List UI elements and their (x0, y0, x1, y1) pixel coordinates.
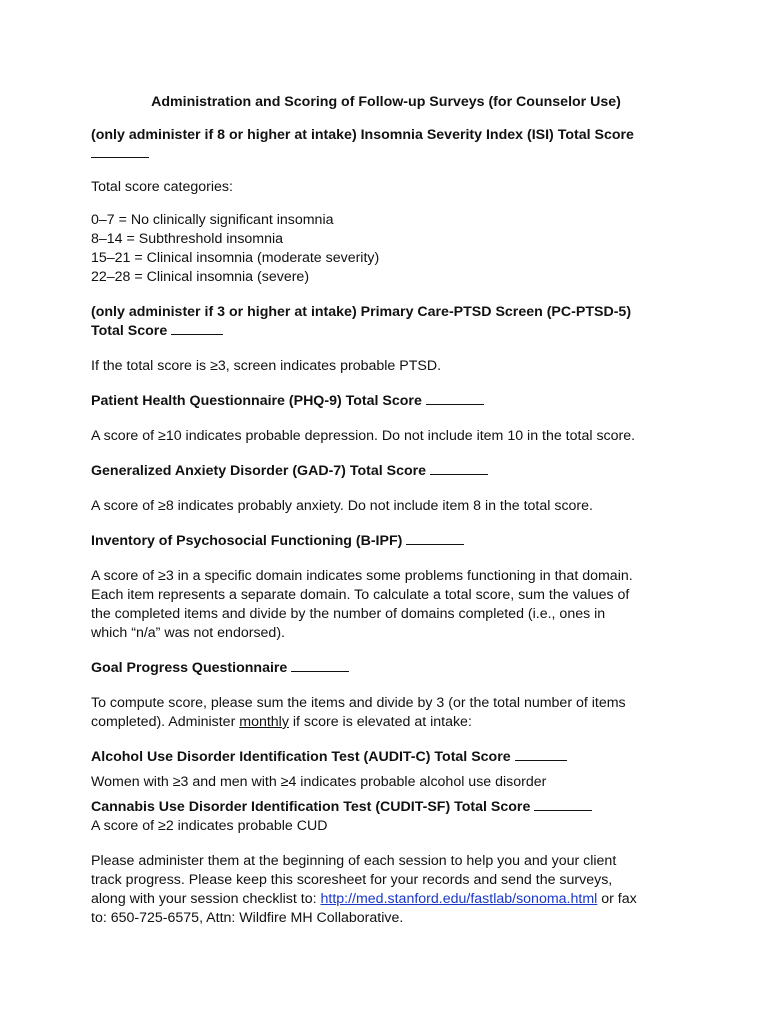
pcptsd-note: If the total score is ≥3, screen indicates probable PTSD. (91, 358, 442, 374)
bipf-note (91, 567, 681, 643)
gpq-score-blank[interactable] (291, 659, 349, 672)
gpq-note-line2 (91, 713, 681, 732)
isi-categories-label: Total score categories: (91, 179, 233, 195)
phq9-heading-text: Patient Health Questionnaire (PHQ-9) Total Score (91, 393, 422, 409)
isi-category-item: 22–28 = Clinical insomnia (severe) (91, 269, 310, 285)
isi-category-item: 15–21 = Clinical insomnia (moderate severity) (91, 250, 380, 266)
bipf-heading (91, 532, 681, 551)
auditc-score-blank[interactable] (515, 748, 567, 761)
document-body (91, 93, 681, 928)
gpq-heading (91, 659, 681, 678)
isi-score-blank[interactable] (91, 145, 149, 158)
gad7-heading-text: Generalized Anxiety Disorder (GAD-7) Total Score (91, 463, 427, 479)
cuditsf-note: A score of ≥2 indicates probable CUD (91, 818, 328, 834)
gpq-note-line2-post: if score is elevated at intake: (288, 714, 472, 730)
auditc-heading-text: Alcohol Use Disorder Identification Test (AUDIT-C) Total Score (91, 749, 511, 765)
gad7-note: A score of ≥8 indicates probably anxiety. Do not include item 8 in the total score. (91, 498, 593, 514)
bipf-note-line: Each item represents a separate domain. To calculate a total score, sum the values of (91, 587, 630, 603)
gad7-heading (91, 462, 681, 481)
pcptsd-score-blank[interactable] (171, 322, 223, 335)
closing-line4: to: 650-725-6575, Attn: Wildfire MH Collaborative. (91, 910, 404, 926)
isi-heading (91, 126, 681, 145)
cuditsf-heading-text: Cannabis Use Disorder Identification Test (CUDIT-SF) Total Score (91, 799, 531, 815)
cuditsf-heading (91, 798, 681, 817)
pcptsd-heading-line1: (only administer if 3 or higher at intake) Primary Care-PTSD Screen (PC-PTSD-5) (91, 304, 632, 320)
isi-category-item: 8–14 = Subthreshold insomnia (91, 231, 284, 247)
gpq-note-line2-pre: completed). Administer (91, 714, 240, 730)
closing-line1: Please administer them at the beginning of each session to help you and your client (91, 853, 617, 869)
bipf-note-line: A score of ≥3 in a specific domain indicates some problems functioning in that domain. (91, 568, 633, 584)
gpq-note (91, 694, 681, 732)
auditc-note: Women with ≥3 and men with ≥4 indicates probable alcohol use disorder (91, 774, 547, 790)
cuditsf-score-blank[interactable] (534, 798, 592, 811)
isi-heading-text: (only administer if 8 or higher at intake) Insomnia Severity Index (ISI) Total Score (91, 127, 634, 143)
closing-line2: track progress. Please keep this scoresheet for your records and send the surveys, (91, 872, 613, 888)
bipf-note-line: which “n/a” was not endorsed). (91, 625, 285, 641)
phq9-note: A score of ≥10 indicates probable depression. Do not include item 10 in the total score. (91, 428, 636, 444)
pcptsd-heading (91, 303, 681, 341)
auditc-heading (91, 748, 681, 767)
closing-line3-post: or fax (597, 891, 637, 907)
isi-score-blank-line (91, 145, 681, 164)
phq9-heading (91, 392, 681, 411)
pcptsd-heading-line2: Total Score (91, 323, 168, 339)
bipf-heading-text: Inventory of Psychosocial Functioning (B-IPF) (91, 533, 403, 549)
gpq-note-line1: To compute score, please sum the items and divide by 3 (or the total number of items (91, 695, 626, 711)
bipf-score-blank[interactable] (406, 532, 464, 545)
bipf-note-line: the completed items and divide by the number of domains completed (i.e., ones in (91, 606, 606, 622)
closing-paragraph (91, 852, 681, 928)
document-title: Administration and Scoring of Follow-up Surveys (for Counselor Use) (151, 94, 621, 110)
closing-line3 (91, 890, 681, 909)
gpq-note-monthly: monthly (239, 714, 289, 730)
gpq-heading-text: Goal Progress Questionnaire (91, 660, 288, 676)
gad7-score-blank[interactable] (430, 462, 488, 475)
phq9-score-blank[interactable] (426, 392, 484, 405)
isi-category-item: 0–7 = No clinically significant insomnia (91, 212, 334, 228)
closing-line3-pre: along with your session checklist to: (91, 891, 321, 907)
isi-categories-list (91, 211, 681, 287)
sonoma-link[interactable]: http://med.stanford.edu/fastlab/sonoma.html (320, 891, 598, 907)
